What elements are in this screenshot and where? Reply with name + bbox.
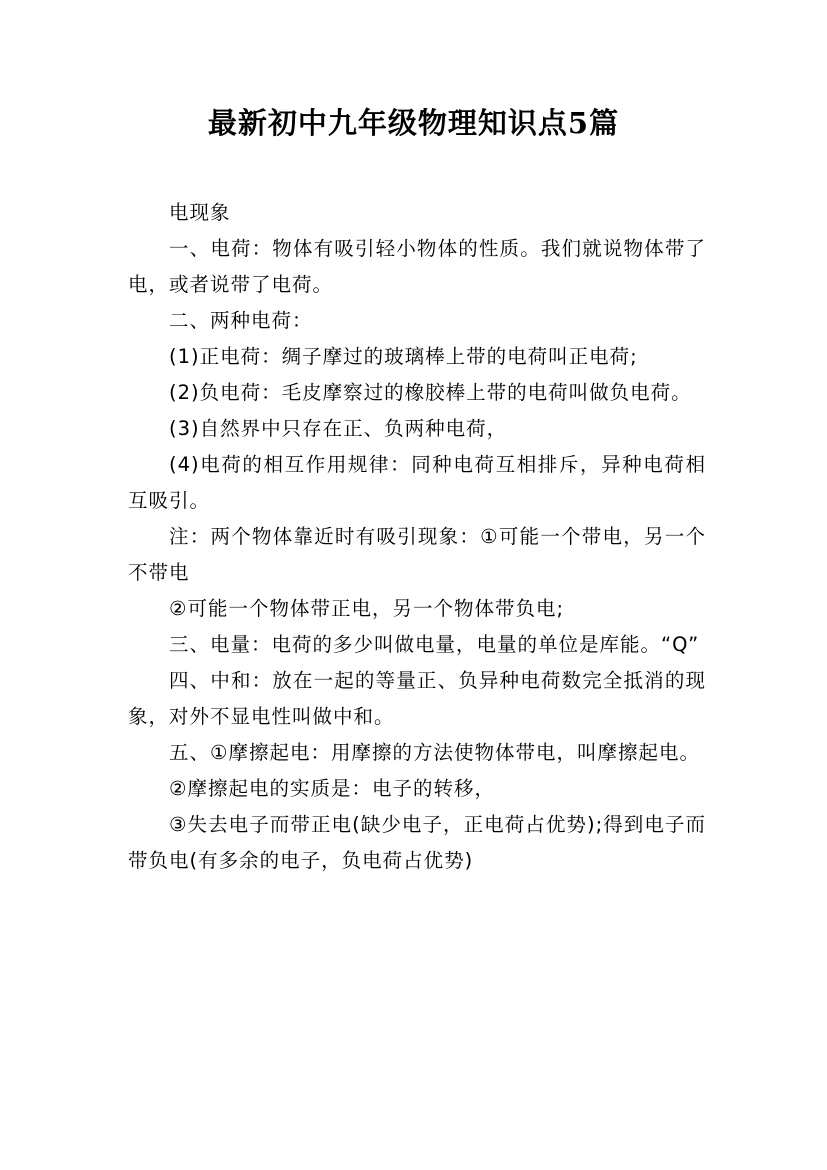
section-heading: 电现象 [169, 201, 231, 224]
paragraph: ②摩擦起电的实质是：电子的转移， [169, 777, 495, 800]
paragraph: 注：两个物体靠近时有吸引现象：①可能一个带电，另一个不带电 [128, 525, 706, 584]
paragraph: 三、电量：电荷的多少叫做电量，电量的单位是库能。“Q” [169, 633, 700, 656]
paragraph: 四、中和：放在一起的等量正、负异种电荷数完全抵消的现象，对外不显电性叫做中和。 [128, 669, 706, 728]
paragraph: ③失去电子而带正电(缺少电子，正电荷占优势);得到电子而带负电(有多余的电子，负电荷占优势) [128, 813, 706, 872]
document-title: 最新初中九年级物理知识点5篇 [207, 106, 620, 140]
paragraph: (2)负电荷：毛皮摩察过的橡胶棒上带的电荷叫做负电荷。 [169, 381, 692, 404]
paragraph: (3)自然界中只存在正、负两种电荷， [169, 417, 508, 440]
paragraph: (1)正电荷：绸子摩过的玻璃棒上带的电荷叫正电荷; [169, 345, 638, 368]
document-body [128, 195, 706, 879]
paragraph: 五、①摩擦起电：用摩擦的方法使物体带电，叫摩擦起电。 [169, 741, 700, 764]
paragraph: 一、电荷：物体有吸引轻小物体的性质。我们就说物体带了电，或者说带了电荷。 [128, 237, 706, 296]
paragraph: (4)电荷的相互作用规律：同种电荷互相排斥，异种电荷相互吸引。 [128, 453, 706, 512]
paragraph: 二、两种电荷： [169, 309, 313, 332]
paragraph: ②可能一个物体带正电，另一个物体带负电; [169, 597, 565, 620]
